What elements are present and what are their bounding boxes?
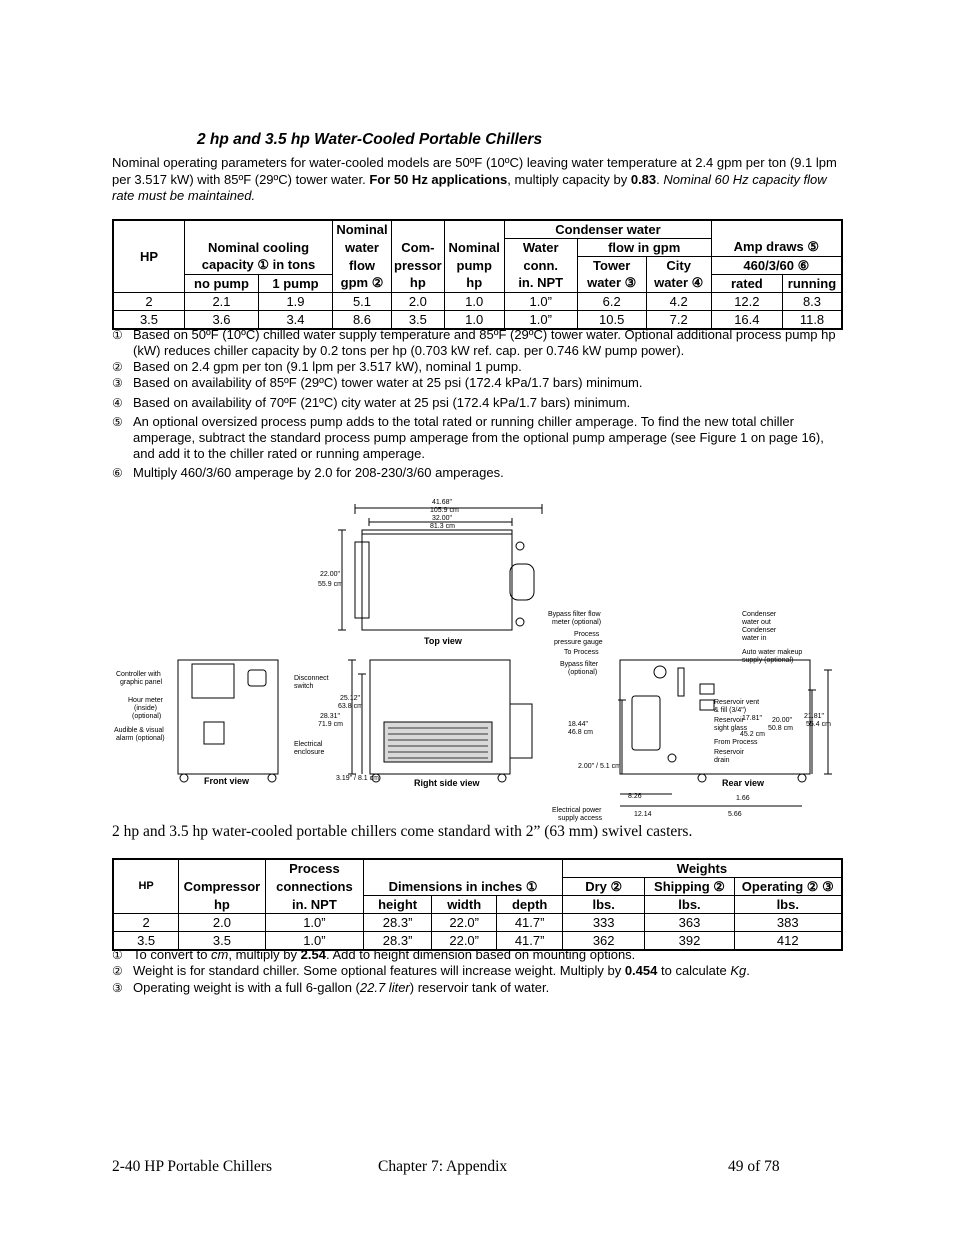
callout: Reservoir <box>714 749 744 756</box>
footnote-6 <box>112 465 840 481</box>
callout: From Process <box>714 739 758 746</box>
th-width: width <box>431 896 496 914</box>
dim-label: 41.68" <box>432 499 453 506</box>
cell: 3.5 <box>179 932 265 951</box>
footnote-mark: ⑤ <box>112 415 123 429</box>
cell: 22.0” <box>431 914 496 932</box>
cell: 4.2 <box>646 293 711 311</box>
footnote-mark: ① <box>112 948 123 962</box>
cell: 1.0” <box>504 311 577 330</box>
dim-label: 12.14 <box>634 811 652 818</box>
footnote-text: Based on availability of 70ºF (21ºC) city water at 25 psi (172.4 kPa/1.7 bars) minimum. <box>133 395 631 410</box>
cell: 41.7” <box>497 932 563 951</box>
th-dims-blank <box>364 859 563 878</box>
callout: Condenser <box>742 611 777 618</box>
cell: 362 <box>562 932 644 951</box>
th-cool-blank <box>185 220 333 239</box>
dim-label: 28.31" <box>320 713 341 720</box>
chiller-drawing <box>112 494 842 824</box>
callout: Reservoir vent <box>714 699 760 706</box>
footnote-text <box>133 963 840 979</box>
cell: 1.0 <box>444 311 504 330</box>
th-lbs: lbs. <box>734 896 842 914</box>
top-view-pump <box>510 564 534 600</box>
dim-label: 25.12" <box>340 695 361 702</box>
th-hp: HP <box>113 859 179 914</box>
th-flow-1: Nominal <box>333 220 392 239</box>
th-flowgpm: flow in gpm <box>577 239 711 257</box>
footnote-text: Based on 50ºF (10ºC) chilled water supply temperature and 85ºF (29ºC) tower water. Optional additional process pump hp (kW) reduces chiller capacity by 0.2 tons per hp (0.703 kW ref. cap. per 0.746 kW pump power). <box>133 327 836 358</box>
callout: Audible & visual <box>114 727 164 734</box>
figure-caption: 2 hp and 3.5 hp water-cooled portable chillers come standard with 2” (63 mm) swivel casters. <box>112 823 693 840</box>
callout: drain <box>714 757 730 764</box>
th-conn-3: in. NPT <box>504 275 577 293</box>
footnote-italic: cm <box>211 947 229 962</box>
callout: water out <box>742 619 771 626</box>
cell: 2.0 <box>392 293 445 311</box>
footnote-2 <box>112 359 840 375</box>
cell: 392 <box>645 932 734 951</box>
intro-paragraph <box>112 155 847 205</box>
footnote-mark: ① <box>112 328 123 342</box>
footnote-part: . <box>746 963 750 978</box>
footnote-mark: ③ <box>112 376 123 390</box>
th-operating: Operating ② ③ <box>734 878 842 896</box>
callout: To Process <box>564 649 599 656</box>
cell: 3.5 <box>392 311 445 330</box>
intro-text-2: , multiply capacity by <box>507 171 631 187</box>
th-depth: depth <box>497 896 563 914</box>
dim-label: 46.8 cm <box>568 729 593 736</box>
cell: 28.3” <box>364 932 432 951</box>
th-amp: Amp draws ⑤ <box>712 239 842 257</box>
top-view-body <box>362 530 512 630</box>
front-view-body <box>178 660 278 774</box>
cell: 7.2 <box>646 311 711 330</box>
th-comp-blank <box>179 859 265 878</box>
cell: 3.4 <box>259 311 333 330</box>
th-conn-2: conn. <box>504 257 577 275</box>
dim-label: 105.9 cm <box>430 507 459 514</box>
table-row <box>113 293 842 311</box>
th-flow-4: gpm ② <box>333 275 392 293</box>
dim-label: 55.4 cm <box>806 721 831 728</box>
callout: (optional) <box>568 669 598 676</box>
view-label: Front view <box>204 776 250 786</box>
cell: 6.2 <box>577 293 646 311</box>
th-shipping: Shipping ② <box>645 878 734 896</box>
th-hp: HP <box>113 220 185 293</box>
th-tower-1: Tower <box>577 257 646 275</box>
th-comp-2: pressor <box>392 257 445 275</box>
footnote-1 <box>112 327 840 359</box>
callout: switch <box>294 683 314 690</box>
callout: Controller with <box>116 671 161 678</box>
dim-label: 55.9 cm <box>318 581 343 588</box>
footnote-3 <box>112 375 840 391</box>
callout: & fill (3/4") <box>714 707 747 714</box>
dim-label: 1.66 <box>736 795 750 802</box>
th-comp-3: hp <box>392 275 445 293</box>
footnote-part: . Add to height dimension based on mounting options. <box>325 947 636 962</box>
footnote-bold: 0.454 <box>624 963 658 978</box>
th-pump-2: pump <box>444 257 504 275</box>
cell: 1.9 <box>259 293 333 311</box>
dim-label: 5.66 <box>728 811 742 818</box>
cell: 1.0” <box>265 914 364 932</box>
cell: 8.3 <box>783 293 843 311</box>
callout: Disconnect <box>294 675 329 682</box>
dim-label: 81.3 cm <box>430 523 455 530</box>
footnote-mark: ④ <box>112 396 123 410</box>
th-rated: rated <box>711 275 782 293</box>
footnote-5 <box>112 414 840 462</box>
cell: 10.5 <box>577 311 646 330</box>
footnote-mark: ③ <box>112 981 123 995</box>
callout: (inside) <box>134 705 157 712</box>
callout: Auto water makeup <box>742 649 803 656</box>
footnote-text <box>133 947 840 963</box>
callout: alarm (optional) <box>116 735 165 742</box>
cell: 16.4 <box>711 311 782 330</box>
intro-text-3: . <box>656 171 664 187</box>
th-city-2: water ④ <box>646 275 711 293</box>
footnote-text: An optional oversized process pump adds to the total rated or running chiller amperage. To find the new total chiller amperage, subtract the standard process pump amperage from the optional pump amperage (see Figure 1 on page 16), and add it to the chiller rated or running amperage. <box>133 414 824 461</box>
callout: pressure gauge <box>554 639 603 646</box>
callout: Condenser <box>742 627 777 634</box>
th-lbs: lbs. <box>562 896 644 914</box>
dim-label: 20.00" <box>772 717 793 724</box>
cell: 2.0 <box>179 914 265 932</box>
footer-page-number: 49 of 78 <box>728 1158 780 1175</box>
footnote-text: Based on availability of 85ºF (29ºC) tower water at 25 psi (172.4 kPa/1.7 bars) minimum. <box>133 375 643 390</box>
view-label: Rear view <box>722 778 765 788</box>
th-city-1: City <box>646 257 711 275</box>
dim-label: 17.81" <box>742 715 763 722</box>
th-pump-blank <box>444 220 504 239</box>
dim-label: 32.00" <box>432 515 453 522</box>
footnote-text: Multiply 460/3/60 amperage by 2.0 for 208-230/3/60 amperages. <box>133 465 504 480</box>
intro-bold-2: 0.83 <box>630 171 657 187</box>
th-one-pump: 1 pump <box>259 275 333 293</box>
cell: 3.5 <box>113 311 185 330</box>
cell: 2 <box>113 914 179 932</box>
th-weights: Weights <box>562 859 842 878</box>
th-amp-blank <box>712 220 842 239</box>
th-condenser: Condenser water <box>504 220 712 239</box>
th-running: running <box>783 275 843 293</box>
th-cool-1: Nominal cooling <box>185 239 333 257</box>
th-cool-2: capacity ① in tons <box>185 257 333 275</box>
footnote-mark: ② <box>112 964 123 978</box>
cell: 2 <box>113 293 185 311</box>
th-comp-2: hp <box>179 896 265 914</box>
cell: 1.0” <box>504 293 577 311</box>
callout: Bypass filter flow <box>548 611 601 618</box>
footnote-part: ) reservoir tank of water. <box>409 980 550 995</box>
th-proc-2: connections <box>265 878 364 896</box>
footer-chapter: Chapter 7: Appendix <box>378 1158 508 1175</box>
dim-label: 3.19" / 8.1 cm <box>336 775 379 782</box>
th-tower-2: water ③ <box>577 275 646 293</box>
th-conn-1: Water <box>504 239 577 257</box>
th-comp-blank <box>392 220 445 239</box>
cell: 3.6 <box>185 311 259 330</box>
cell: 2.1 <box>185 293 259 311</box>
callout: Electrical <box>294 741 323 748</box>
footnote-text <box>133 980 840 996</box>
callout: Hour meter <box>128 697 164 704</box>
cell: 363 <box>645 914 734 932</box>
th-pump-3: hp <box>444 275 504 293</box>
callout: Electrical power <box>552 807 602 814</box>
cell: 1.0 <box>444 293 504 311</box>
view-label: Top view <box>424 636 462 646</box>
dim-label: 63.8 cm <box>338 703 363 710</box>
callout: supply (optional) <box>742 657 794 664</box>
callout: Reservoir <box>714 717 744 724</box>
dim-label: 8.26 <box>628 793 642 800</box>
dim-label: 21.81" <box>804 713 825 720</box>
table2-footnote-2 <box>112 963 840 979</box>
callout: (optional) <box>132 713 162 720</box>
cell: 1.0” <box>265 932 364 951</box>
cell: 383 <box>734 914 842 932</box>
footer-doc-title: 2-40 HP Portable Chillers <box>112 1158 273 1175</box>
footnote-4 <box>112 395 840 411</box>
footnote-italic: Kg <box>730 963 747 978</box>
cell: 12.2 <box>711 293 782 311</box>
callout: supply access <box>558 815 602 822</box>
th-dry: Dry ② <box>562 878 644 896</box>
cell: 412 <box>734 932 842 951</box>
dimensions-table <box>112 858 843 951</box>
th-comp-1: Compressor <box>179 878 265 896</box>
cell: 28.3” <box>364 914 432 932</box>
specs-table <box>112 219 843 330</box>
intro-italic: Nominal 60 Hz capacity flow rate must be maintained. <box>112 171 827 203</box>
dim-label: 18.44" <box>568 721 589 728</box>
intro-text-1: Nominal operating parameters for water-cooled models are 50ºF (10ºC) leaving water temperature at 2.4 gpm per ton (9.1 lpm per 3.517 kW) with 85ºF (29ºC) tower water. <box>112 155 837 187</box>
footnote-part: Operating weight is with a full 6-gallon ( <box>133 980 360 995</box>
cell: 3.5 <box>113 932 179 951</box>
callout: Process <box>574 631 600 638</box>
dim-label: 22.00" <box>320 571 341 578</box>
intro-bold-1: For 50 Hz applications <box>369 171 508 187</box>
footnote-text: Based on 2.4 gpm per ton (9.1 lpm per 3.517 kW), nominal 1 pump. <box>133 359 522 374</box>
th-pump-1: Nominal <box>444 239 504 257</box>
cell: 5.1 <box>333 293 392 311</box>
th-flow-2: water <box>333 239 392 257</box>
cell: 41.7” <box>497 914 563 932</box>
dim-label: 45.2 cm <box>740 731 765 738</box>
table2-footnote-3 <box>112 980 840 996</box>
dim-label: 2.00" / 5.1 cm <box>578 763 621 770</box>
th-no-pump: no pump <box>185 275 259 293</box>
th-lbs: lbs. <box>645 896 734 914</box>
th-comp-1: Com- <box>392 239 445 257</box>
footnote-part: , multiply by <box>228 947 301 962</box>
callout: meter (optional) <box>552 619 602 626</box>
th-dims: Dimensions in inches ① <box>364 878 563 896</box>
table-row <box>113 914 842 932</box>
cell: 8.6 <box>333 311 392 330</box>
callout: enclosure <box>294 749 325 756</box>
footnote-part: to calculate <box>657 963 731 978</box>
th-height: height <box>364 896 432 914</box>
dim-label: 50.8 cm <box>768 725 793 732</box>
footnote-italic: 22.7 liter <box>359 980 410 995</box>
section-title: 2 hp and 3.5 hp Water-Cooled Portable Chillers <box>197 131 543 148</box>
footnote-bold: 2.54 <box>300 947 326 962</box>
footnote-mark: ⑥ <box>112 466 123 480</box>
footnote-part: To convert to <box>133 947 212 962</box>
table2-footnote-1 <box>112 947 840 963</box>
view-label: Right side view <box>414 778 480 788</box>
footnote-part: Weight is for standard chiller. Some optional features will increase weight. Multiply by <box>133 963 625 978</box>
th-proc-3: in. NPT <box>265 896 364 914</box>
cell: 22.0” <box>431 932 496 951</box>
th-flow-3: flow <box>333 257 392 275</box>
callout: graphic panel <box>120 679 163 686</box>
callout: Bypass filter <box>560 661 599 668</box>
callout: water in <box>742 635 767 642</box>
th-volt: 460/3/60 ⑥ <box>712 257 842 275</box>
cell: 333 <box>562 914 644 932</box>
cell: 11.8 <box>783 311 843 330</box>
th-proc-1: Process <box>265 859 364 878</box>
footnote-mark: ② <box>112 360 123 374</box>
dim-label: 71.9 cm <box>318 721 343 728</box>
callout: sight glass <box>714 725 748 732</box>
